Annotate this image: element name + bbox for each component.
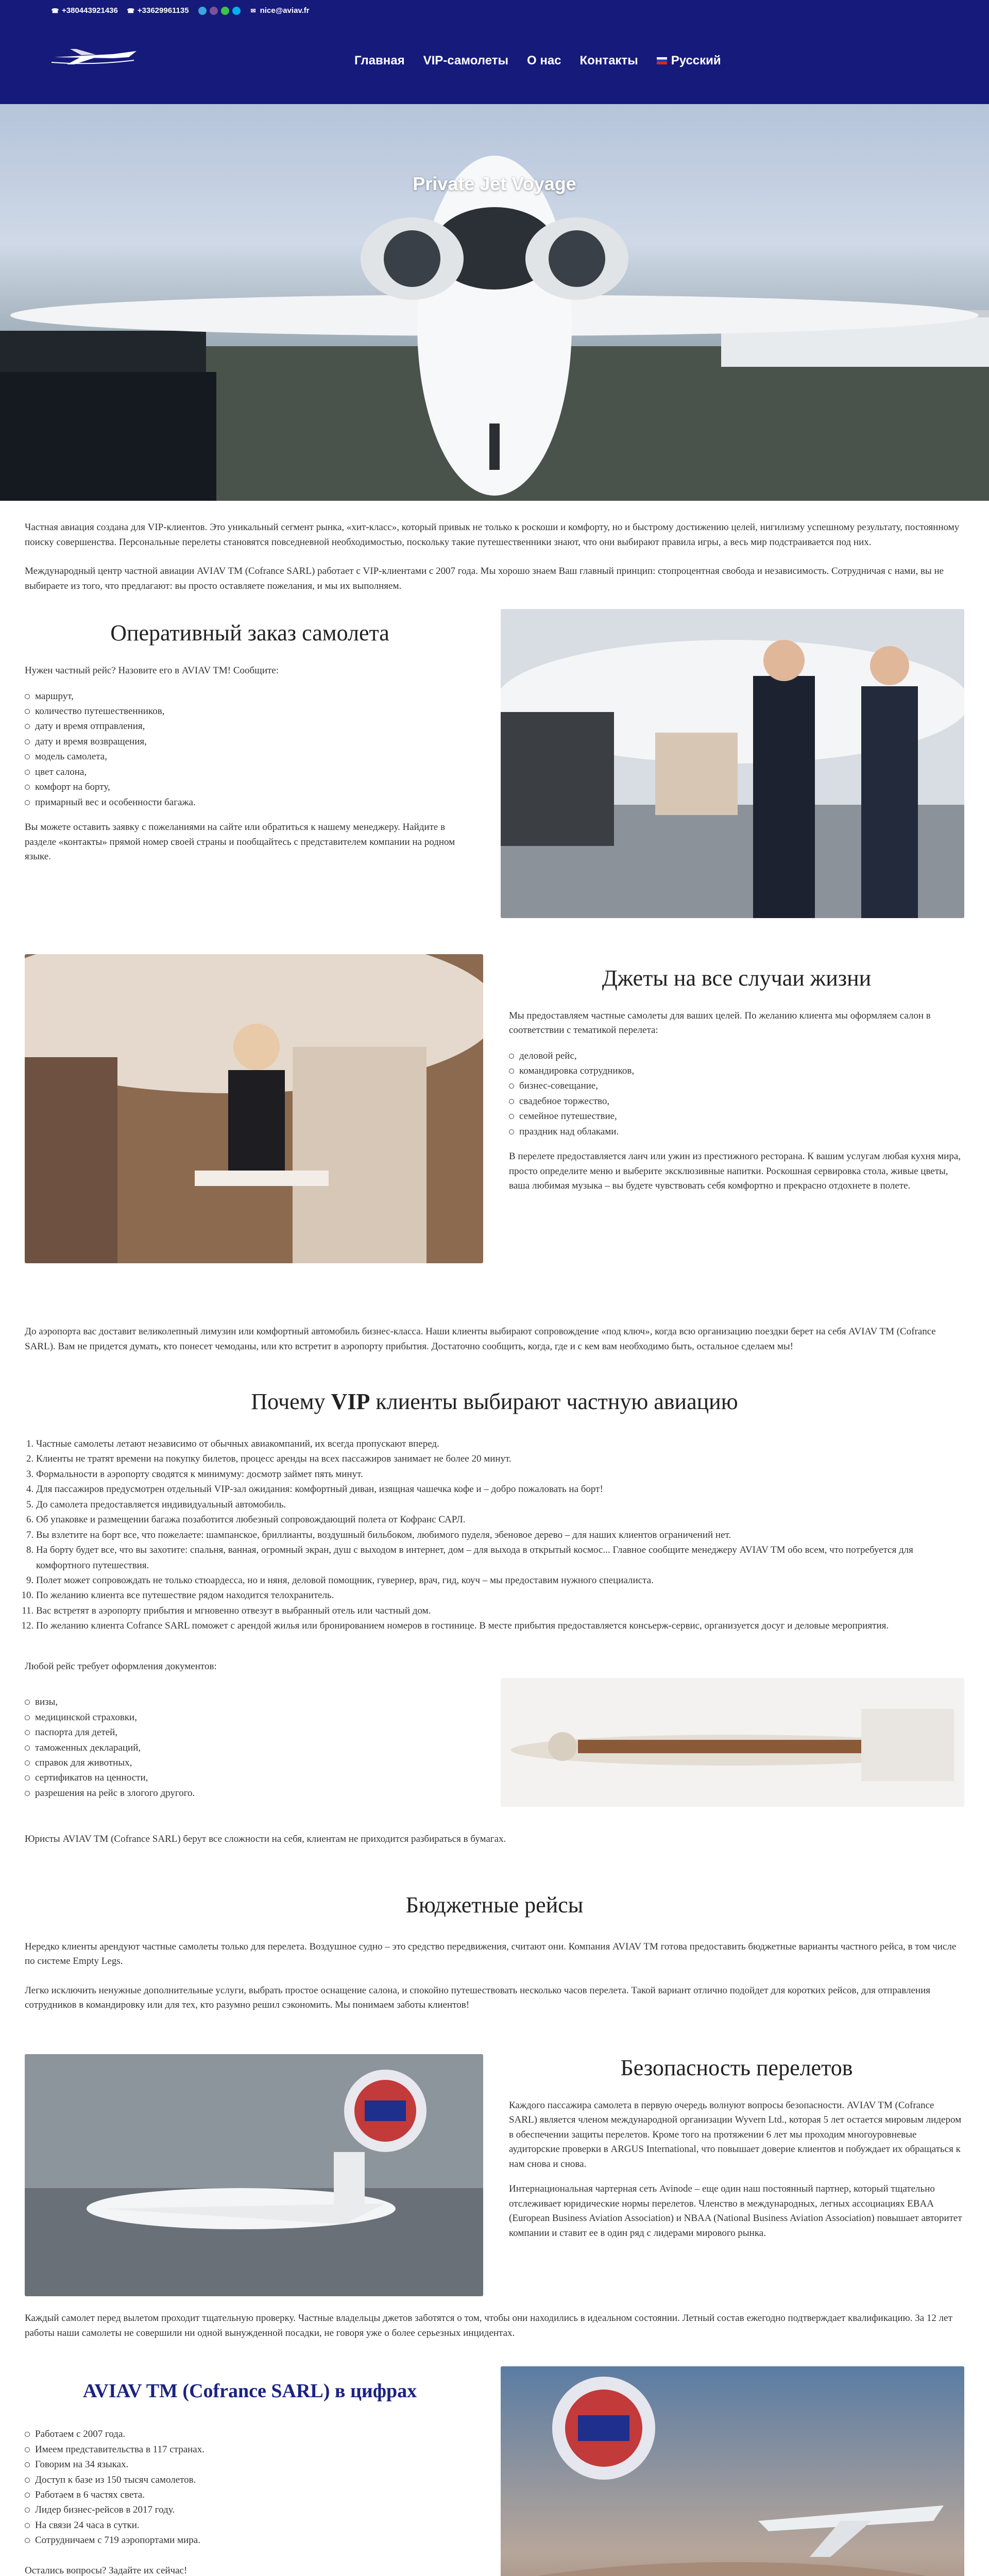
order-lead: Нужен частный рейс? Назовите его в AVIAV TM! Сообщите: <box>25 665 279 676</box>
list-item: Говорим на 34 языках. <box>25 2457 475 2472</box>
list-item: сертификатов на ценности, <box>25 1770 475 1785</box>
figures-list <box>25 2427 475 2548</box>
airplane-logo-icon[interactable] <box>52 40 139 71</box>
russian-flag-icon <box>657 57 667 64</box>
list-item: Имеем представительства в 117 странах. <box>25 2442 475 2457</box>
list-item: дату и время возвращения, <box>25 734 475 749</box>
intro-section <box>0 520 989 594</box>
jet-with-crest-photo <box>25 2054 483 2296</box>
list-item: 3. Формальности в аэропорту сводятся к минимуму: досмотр займет пять минут. <box>36 1467 964 1482</box>
intro-paragraph-2: Международный центр частной авиации AVIAV TM (Cofrance SARL) работает с VIP-клиентами с 2007 года. Мы хорошо знаем Ваш главный принцип: стопроцентная свобода и независимость. Сотрудничая с нами, вы не выбираете из того, что предлагают: вы просто оставляете пожелания, и мы их выполняем. <box>25 566 944 591</box>
nav-language[interactable]: Русский <box>647 52 730 70</box>
phone-icon: ☎ <box>51 7 59 14</box>
airport-paragraph: До аэропорта вас доставит великолепный лимузин или комфортный автомобиль бизнес-класса. Наши клиенты выбирают сопровождение «под ключ», когда всю организацию поездки берет на себя AVIAV TM (Cofrance SARL). Вам не придется думать, кто понесет чемоданы, или кто встретит в аэропорту прибытия. Достаточно сообщить, когда, где и с кем вам необходимо быть, остальное сделаем мы! <box>25 1326 936 1352</box>
airport-section <box>0 1325 989 1354</box>
list-item: 9. Полет может сопровождать не только стюардесса, но и няня, деловой помощник, гувернер, врач, гид, коуч – мы предоставим нужного специалиста. <box>36 1573 964 1588</box>
list-item: дату и время отправления, <box>25 719 475 734</box>
list-item: разрешения на рейс в злогого другого. <box>25 1786 475 1801</box>
list-item: количество путешественников, <box>25 704 475 719</box>
figures-section <box>25 2366 964 2576</box>
hero-title: Private Jet Voyage <box>413 173 576 194</box>
docs-lead: Любой рейс требует оформления документов: <box>25 1660 217 1672</box>
list-item: 6. Об упаковке и размещении багажа позаботится любезный сопровождающий полета от Кофранс САРЛ. <box>36 1512 964 1527</box>
list-item: 7. Вы взлетите на борт все, что пожелаете: шампанское, бриллианты, воздушный бильбоком, любимого пуделя, эбеновое дерево – для наших клиентов ограничений нет. <box>36 1528 964 1543</box>
order-note: Вы можете оставить заявку с пожеланиями на сайте или обратиться к нашему менеджеру. Найдите в разделе «контакты» прямой номер своей страны и пообщайтесь с представителем компании на родном языке. <box>25 822 455 862</box>
main-navigation <box>0 22 989 104</box>
documents-section <box>25 1659 964 1812</box>
hero-banner <box>0 104 989 501</box>
order-section <box>25 609 964 923</box>
list-item: примарный вес и особенности багажа. <box>25 795 475 810</box>
list-item: таможенных деклараций, <box>25 1740 475 1755</box>
list-item: Работаем в 6 частях света. <box>25 2487 475 2502</box>
safety-paragraph-2: Интернациональная чартерная сеть Avinode – еще один наш постоянный партнер, который тщательно отслеживает юридические нормы перелетов. Членство в международных, легных ассоциациях EBAA (European Business Aviation Association) и NBAA (National Business Aviation Association) повышает авторитет компании и ставит ее в один ряд с лидерами мирового рынка. <box>509 2183 962 2239</box>
email-link[interactable]: ✉ nice@aviav.fr <box>250 6 310 15</box>
order-title: Оперативный заказ самолета <box>110 620 389 646</box>
safety-title: Безопасность перелетов <box>620 2055 853 2080</box>
list-item: маршрут, <box>25 689 475 704</box>
documents-photo <box>501 1678 964 1807</box>
budget-paragraph-2: Легко исключить ненужные дополнительные услуги, выбрать простое оснащение салона, и спокойно путешествовать несколько часов перелета. Такой вариант отлично подойдет для коротких рейсов, для отправления сотрудников в командировку или для тех, кто разумно решил сэкономить. Мы понимаем заботы клиентов! <box>25 1985 930 2011</box>
list-item: деловой рейс, <box>509 1048 964 1063</box>
nav-contacts[interactable]: Контакты <box>579 54 638 67</box>
list-item: Лидер бизнес-рейсов в 2017 году. <box>25 2502 475 2517</box>
list-item: Сотрудничаем с 719 аэропортами мира. <box>25 2533 475 2548</box>
list-item: Доступ к базе из 150 тысяч самолетов. <box>25 2472 475 2487</box>
nav-menu <box>345 52 730 70</box>
list-item: бизнес-совещание, <box>509 1078 964 1093</box>
safety-paragraph-1: Каждого пассажира самолета в первую очередь волнуют вопросы безопасности. AVIAV TM (Cofrance SARL) является членом международной организации Wyvern Ltd., которая 5 лет остается мировым лидером в обеспечении защиты перелетов. Кроме того на протяжении 6 лет мы проходим многоуровневые аудиторские проверки в ARGUS International, что повышает доверие клиентов и побуждает их обращаться к нам снова и снова. <box>509 2099 962 2170</box>
order-list <box>25 689 475 810</box>
figures-title: AVIAV TM (Cofrance SARL) в цифрах <box>82 2380 417 2402</box>
jets-title: Джеты на все случаи жизни <box>602 965 872 991</box>
docs-note-wrap <box>0 1832 989 1847</box>
list-item: семейное путешествие, <box>509 1109 964 1124</box>
phone-link-2[interactable]: ☎ +33629961135 <box>127 6 189 15</box>
list-item: 2. Клиенты не тратят времени на покупку билетов, процесс аренды на всех пассажиров занимает не более 20 минут. <box>36 1451 964 1466</box>
list-item: медицинской страховки, <box>25 1710 475 1725</box>
nav-vip-planes[interactable]: VIP-самолеты <box>423 54 508 67</box>
budget-paragraph-1: Нередко клиенты арендуют частные самолеты только для перелета. Воздушное судно – это средство передвижения, считают они. Компания AVIAV TM готова предоставить бюджетные варианты частного рейса, в том числе по системе Empty Legs. <box>25 1941 957 1967</box>
phone-icon: ☎ <box>127 7 135 14</box>
private-jet-photo <box>0 104 989 501</box>
why-list <box>36 1436 964 1634</box>
jets-note: В перелете предоставляется ланч или ужин из престижного ресторана. К вашим услугам любая кухня мира, просто определите меню и выберите эксклюзивные напитки. Роскошная сервировка стола, живые цветы, ваша любимая музыка – вы будете чувствовать себя комфортно и прекрасно отдохнете в полете. <box>509 1151 961 1192</box>
list-item: 10. По желанию клиента все путешествие рядом находится телохранитель. <box>36 1588 964 1603</box>
why-title: Почему VIP клиенты выбирают частную авиацию <box>251 1389 738 1414</box>
figures-question-1: Остались вопросы? Задайте их сейчас! <box>25 2565 187 2576</box>
jets-section <box>25 954 964 1268</box>
list-item: модель самолета, <box>25 749 475 764</box>
stewards-photo <box>501 609 964 918</box>
nav-home[interactable]: Главная <box>354 54 405 67</box>
safety-paragraph-3: Каждый самолет перед вылетом проходит тщательную проверку. Частные владельцы джетов заботятся о том, чтобы они находились в идеальном состоянии. Летный состав ежегодно подтверждает квалификацию. За 12 лет работы наши самолеты не совершили ни одной вынужденной посадки, не говоря уже о более серьезных инцидентах. <box>25 2313 952 2338</box>
social-icons <box>198 7 241 15</box>
list-item: 8. На борту будет все, что вы захотите: спальня, ванная, огромный экран, душ с выходом в интернет, дом – для выхода в открытый космос... Главное сообщите менеджеру AVIAV TM обо всем, что потребуется для комфортного путешествия. <box>36 1543 964 1573</box>
intro-paragraph-1: Частная авиация создана для VIP-клиентов. Это уникальный сегмент рынка, «хит-класс», который привык не только к роскоши и комфорту, но и быстрому достижению целей, нигилизму успешному результату, постоянному поиску совершенства. Персональные перелеты становятся повседневной необходимостью, поскольку такие путешественники знают, что они выбирают правила игры, а весь мир подстраивается под них. <box>25 522 960 548</box>
list-item: Работаем с 2007 года. <box>25 2427 475 2442</box>
jets-lead: Мы предоставляем частные самолеты для ваших целей. По желанию клиента мы оформляем салон в соответствии с тематикой перелета: <box>509 1010 931 1036</box>
list-item: визы, <box>25 1694 475 1709</box>
safety-section <box>25 2044 964 2301</box>
list-item: 12. По желанию клиента Cofrance SARL поможет с арендой жилья или бронированием номеров в гостинице. В месте прибытия предоставляется консьерж-сервис, организуется досуг и деловые мероприятия. <box>36 1618 964 1633</box>
jet-in-sky-photo <box>501 2366 964 2576</box>
jets-list <box>509 1048 964 1140</box>
list-item: 5. До самолета предоставляется индивидуальный автомобиль. <box>36 1497 964 1512</box>
cabin-photo <box>25 954 483 1263</box>
list-item: справок для животных, <box>25 1755 475 1770</box>
list-item: 4. Для пассажиров предусмотрен отдельный VIP-зал ожидания: комфортный диван, изящная чашечка кофе и – добро пожаловать на борт! <box>36 1482 964 1497</box>
list-item: 1. Частные самолеты летают независимо от обычных авиакомпаний, их всегда пропускают вперед. <box>36 1436 964 1451</box>
viber-icon[interactable] <box>210 7 218 15</box>
list-item: комфорт на борту, <box>25 779 475 794</box>
whatsapp-icon[interactable] <box>221 7 229 15</box>
telegram-icon[interactable] <box>198 7 207 15</box>
docs-note: Юристы AVIAV TM (Cofrance SARL) берут все сложности на себя, клиентам не приходится разбираться в бумагах. <box>25 1834 506 1845</box>
list-item: командировка сотрудников, <box>509 1063 964 1078</box>
safety-note-wrap <box>0 2311 989 2341</box>
list-item: На связи 24 часа в сутки. <box>25 2518 475 2533</box>
docs-list <box>25 1694 475 1801</box>
mail-icon: ✉ <box>250 7 256 14</box>
list-item: свадебное торжество, <box>509 1094 964 1109</box>
list-item: цвет салона, <box>25 765 475 779</box>
budget-title: Бюджетные рейсы <box>405 1892 584 1918</box>
list-item: праздник над облаками. <box>509 1124 964 1139</box>
phone-link-1[interactable]: ☎ +380443921436 <box>51 6 118 15</box>
list-item: 11. Вас встретят в аэропорту прибытия и мгновенно отвезут в выбранный отель или частный дом. <box>36 1603 964 1618</box>
skype-icon[interactable] <box>232 7 241 15</box>
nav-about[interactable]: О нас <box>526 54 561 67</box>
top-contact-bar <box>0 0 989 22</box>
list-item: паспорта для детей, <box>25 1725 475 1740</box>
